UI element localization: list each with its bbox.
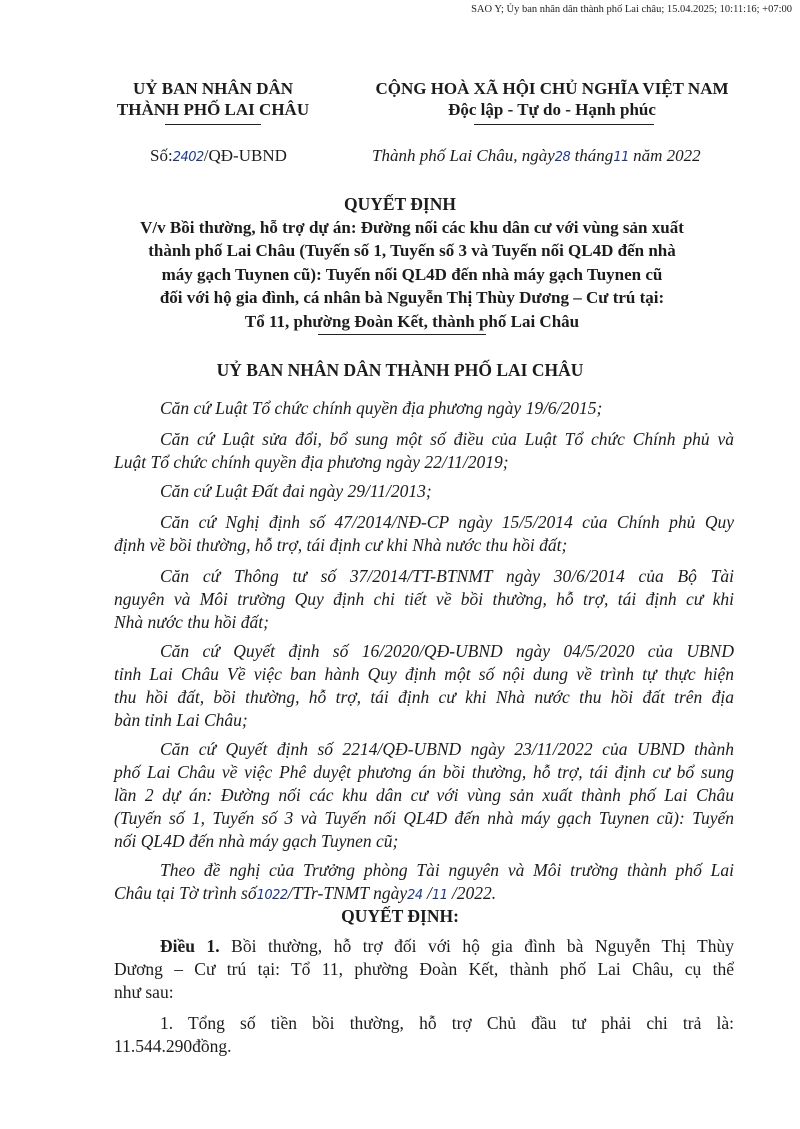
proposal-line-2-b: /TTr-TNMT ngày	[287, 883, 408, 903]
proposal-line-1: Theo đề nghị của Trưởng phòng Tài nguyên và Môi trường thành phố Lai	[160, 860, 734, 880]
issue-date-prefix: Thành phố Lai Châu, ngày	[372, 146, 555, 165]
subject-line-4: đối với hộ gia đình, cá nhân bà Nguyễn Thị Thùy Dương – Cư trú tại:	[159, 288, 665, 308]
issue-date-month: 11	[613, 150, 629, 165]
issuing-authority: UỶ BAN NHÂN DÂN THÀNH PHỐ LAI CHÂU	[216, 360, 584, 380]
proposal-submission-number: 1022	[256, 888, 288, 903]
proposal-line-2-c: /2022.	[451, 883, 497, 903]
issuer-line1: UỶ BAN NHÂN DÂN	[132, 79, 294, 98]
article-1-label: Điều 1.	[160, 936, 220, 956]
issue-date-mid: tháng	[574, 146, 614, 165]
item-1-line-1: 1. Tổng số tiền bồi thường, hỗ trợ Chủ đầu tư phải chi trả là:	[160, 1013, 734, 1033]
article-1-line-1-text: Bồi thường, hỗ trợ đối với hộ gia đình bà Nguyễn Thị Thùy	[231, 936, 734, 956]
basis-7-line-4: (Tuyến số 1, Tuyến số 3 và Tuyến nối QL4D đến nhà máy gạch Tuynen cũ): Tuyến	[114, 808, 734, 828]
digital-copy-stamp: SAO Y; Ủy ban nhân dân thành phố Lai châu; 15.04.2025; 10:11:16; +07:00	[471, 4, 792, 15]
document-title: QUYẾT ĐỊNH	[344, 194, 456, 214]
issuer-line2: THÀNH PHỐ LAI CHÂU	[116, 100, 310, 119]
national-motto	[352, 78, 752, 120]
motto-underline	[474, 124, 654, 125]
country-name: CỘNG HOÀ XÃ HỘI CHỦ NGHĨA VIỆT NAM	[375, 79, 729, 98]
basis-5-line-2: nguyên và Môi trường Quy định chi tiết về bồi thường, hỗ trợ, tái định cư khi	[114, 589, 734, 609]
document-number	[150, 146, 287, 166]
basis-7-line-5: nối QL4D đến nhà máy gạch Tuynen cũ;	[114, 831, 399, 851]
basis-4-line-1: Căn cứ Nghị định số 47/2014/NĐ-CP ngày 15/5/2014 của Chính phủ Quy	[160, 512, 734, 532]
basis-6-line-4: bàn tỉnh Lai Châu;	[114, 710, 248, 730]
basis-5-line-1: Căn cứ Thông tư số 37/2014/TT-BTNMT ngày 30/6/2014 của Bộ Tài	[160, 566, 734, 586]
basis-5-line-3: Nhà nước thu hồi đất;	[114, 612, 269, 632]
proposal-day: 24	[407, 888, 423, 903]
article-1-line-2: Dương – Cư trú tại: Tổ 11, phường Đoàn Kết, thành phố Lai Châu, cụ thể	[114, 959, 734, 979]
subject-line-3: máy gạch Tuynen cũ): Tuyến nối QL4D đến nhà máy gạch Tuynen cũ	[161, 264, 663, 284]
basis-2-line-1: Căn cứ Luật sửa đổi, bổ sung một số điều của Luật Tổ chức Chính phủ và	[160, 429, 734, 449]
proposal-month: 11	[431, 888, 448, 903]
subject-line-5: Tổ 11, phường Đoàn Kết, thành phố Lai Châu	[244, 311, 580, 331]
basis-6-line-1: Căn cứ Quyết định số 16/2020/QĐ-UBND ngày 04/5/2020 của UBND	[160, 641, 734, 661]
basis-1-line-1: Căn cứ Luật Tổ chức chính quyền địa phương ngày 19/6/2015;	[160, 398, 603, 418]
proposal-line-2-a: Châu tại Tờ trình số	[114, 883, 257, 903]
article-1-line-3: như sau:	[114, 982, 174, 1002]
subject-line-2: thành phố Lai Châu (Tuyến số 1, Tuyến số 3 và Tuyến nối QL4D đến nhà	[148, 241, 676, 261]
subject-underline	[318, 334, 486, 335]
basis-6-line-2: tỉnh Lai Châu Về việc ban hành Quy định một số nội dung về trình tự thực hiện	[114, 664, 734, 684]
subject-line-1: V/v Bồi thường, hỗ trợ dự án: Đường nối các khu dân cư với vùng sản xuất	[140, 218, 684, 237]
motto-line: Độc lập - Tự do - Hạnh phúc	[448, 100, 656, 119]
basis-7-line-3: lần 2 dự án: Đường nối các khu dân cư với vùng sản xuất thành phố Lai Châu	[114, 785, 734, 805]
proposal-sep: /	[427, 883, 432, 903]
issuer-underline	[165, 124, 261, 125]
decision-heading: QUYẾT ĐỊNH:	[341, 906, 459, 926]
proposal-line-2	[114, 883, 496, 904]
issuer-name	[98, 78, 328, 120]
basis-4-line-2: định về bồi thường, hỗ trợ, tái định cư khi Nhà nước thu hồi đất;	[114, 535, 568, 555]
document-subject	[90, 216, 734, 333]
issue-date-suffix: năm 2022	[633, 146, 701, 165]
item-1-line-2: 11.544.290đồng.	[114, 1036, 232, 1056]
document-number-prefix: Số:	[150, 146, 173, 165]
document-number-handwritten: 2402	[172, 150, 204, 165]
article-1-line-1	[160, 936, 734, 957]
basis-6-line-3: thu hồi đất, bồi thường, hỗ trợ, tái định cư khi Nhà nước thu hồi đất trên địa	[114, 687, 734, 707]
basis-2-line-2: Luật Tổ chức chính quyền địa phương ngày 22/11/2019;	[114, 452, 509, 472]
issue-date	[372, 146, 701, 166]
basis-7-line-2: phố Lai Châu về việc Phê duyệt phương án bồi thường, hỗ trợ, tái định cư bổ sung	[114, 762, 734, 782]
basis-7-line-1: Căn cứ Quyết định số 2214/QĐ-UBND ngày 23/11/2022 của UBND thành	[160, 739, 734, 759]
document-number-suffix: /QĐ-UBND	[203, 146, 287, 165]
issue-date-day: 28	[554, 150, 571, 165]
basis-3-line-1: Căn cứ Luật Đất đai ngày 29/11/2013;	[160, 481, 432, 501]
